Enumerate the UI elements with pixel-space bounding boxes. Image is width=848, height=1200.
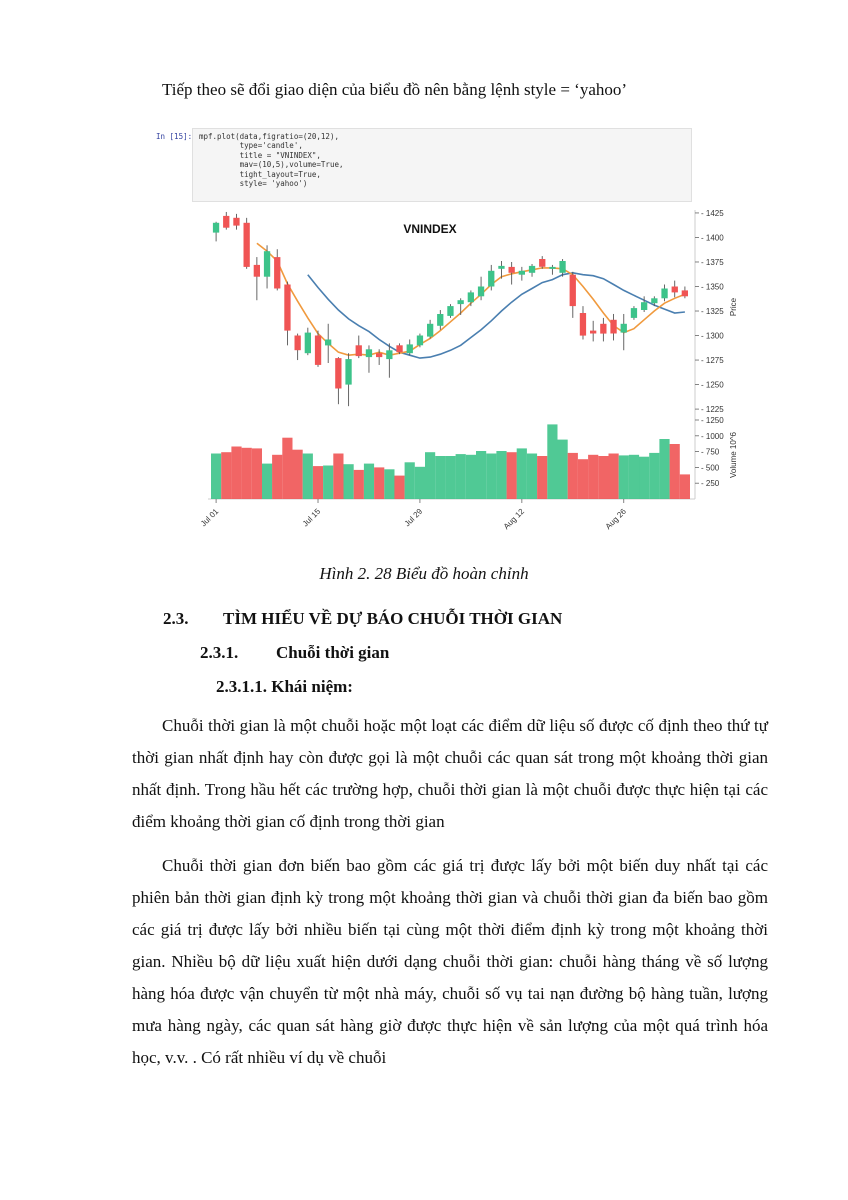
volume-bar xyxy=(629,455,639,499)
candle-body xyxy=(631,308,637,318)
volume-axis-label: Volume 10^6 xyxy=(729,431,738,479)
candle-body xyxy=(264,251,270,277)
price-tick-label: - 1425 xyxy=(701,208,724,218)
volume-tick-label: - 500 xyxy=(701,463,720,473)
candle-body xyxy=(539,259,545,267)
candle-body xyxy=(570,275,576,306)
volume-bars xyxy=(211,424,690,499)
candles xyxy=(213,212,688,406)
candle-body xyxy=(233,218,239,226)
subsection-number: 2.3.1. xyxy=(200,643,239,662)
candle-body xyxy=(468,292,474,302)
candle-body xyxy=(335,358,341,388)
candle-body xyxy=(356,345,362,356)
candle-body xyxy=(376,353,382,357)
volume-bar xyxy=(588,455,598,499)
volume-bar xyxy=(293,450,303,499)
volume-bar xyxy=(272,455,282,499)
candle-body xyxy=(315,336,321,365)
price-tick-label: - 1300 xyxy=(701,331,724,341)
volume-bar xyxy=(639,457,649,499)
volume-bar xyxy=(547,424,557,499)
candle-body xyxy=(672,287,678,293)
volume-bar xyxy=(486,454,496,500)
candle-body xyxy=(254,265,260,277)
code-input[interactable] xyxy=(192,128,692,202)
candle-body xyxy=(498,266,504,269)
volume-bar xyxy=(537,456,547,499)
candle-body xyxy=(284,285,290,331)
paragraph: Chuỗi thời gian đơn biến bao gồm các giá trị được lấy bởi một biến duy nhất tại các phiên bản thời gian định kỳ trong một khoảng thời gian và chuỗi thời gian đa biến bao gồm các giá trị được lấy bởi nhiều biến tại cùng một thời điểm định kỳ trong một khoảng thời gian. Nhiều bộ dữ liệu xuất hiện dưới dạng chuỗi thời gian: chuỗi hàng tháng về số lượng hàng hóa được vận chuyển từ một nhà máy, chuỗi số vụ tai nạn đường bộ hàng tuần, lượng mưa hàng ngày, các quan sát hàng giờ được thực hiện về sản lượng của một quá trình hóa học, v.v. . Có rất nhiều ví dụ về chuỗi xyxy=(132,856,768,1067)
volume-bar xyxy=(221,452,231,499)
price-tick-label: - 1400 xyxy=(701,233,724,243)
candle-body xyxy=(345,359,351,385)
candle-body xyxy=(509,267,515,273)
volume-bar xyxy=(415,467,425,499)
candle-body xyxy=(529,266,535,273)
volume-bar xyxy=(211,454,221,500)
candle-body xyxy=(621,324,627,333)
candle-body xyxy=(223,216,229,228)
candle-body xyxy=(305,333,311,354)
volume-tick-label: - 250 xyxy=(701,479,720,489)
price-tick-label: - 1375 xyxy=(701,257,724,267)
volume-bar xyxy=(425,452,435,499)
candle-body xyxy=(488,271,494,287)
subsection-heading xyxy=(200,643,389,663)
price-tick-label: - 1250 xyxy=(701,380,724,390)
intro-text: Tiếp theo sẽ đổi giao diện của biểu đồ nên bằng lệnh style = ‘yahoo’ xyxy=(162,80,628,99)
x-tick-label: Jul 15 xyxy=(300,506,323,529)
volume-bar xyxy=(374,467,384,499)
candle-body xyxy=(437,314,443,326)
volume-bar xyxy=(578,459,588,499)
volume-bar xyxy=(598,456,608,499)
volume-bar xyxy=(231,447,241,500)
candle-body xyxy=(274,257,280,288)
code-line: style= 'yahoo') xyxy=(199,179,308,189)
candle-body xyxy=(213,223,219,233)
volume-bar xyxy=(364,464,374,499)
volume-bar xyxy=(445,456,455,499)
volume-tick-label: - 1000 xyxy=(701,431,724,441)
subsection-title: Chuỗi thời gian xyxy=(276,643,390,662)
price-tick-label: - 1275 xyxy=(701,356,724,366)
volume-bar xyxy=(242,448,252,499)
volume-bar xyxy=(344,464,354,499)
volume-bar xyxy=(252,448,262,499)
volume-bar xyxy=(649,453,659,499)
price-axis-label: Price xyxy=(729,297,738,317)
volume-bar xyxy=(670,444,680,499)
candle-body xyxy=(427,324,433,337)
code-line: type='candle', xyxy=(199,141,303,151)
volume-bar xyxy=(619,455,629,499)
volume-bar xyxy=(558,440,568,499)
candle-body xyxy=(641,302,647,310)
volume-bar xyxy=(496,451,506,499)
x-tick-label: Jul 29 xyxy=(402,506,425,529)
candle-body xyxy=(682,290,688,296)
volume-bar xyxy=(507,452,517,499)
section-title: TÌM HIỂU VỀ DỰ BÁO CHUỖI THỜI GIAN xyxy=(223,609,563,628)
candle-body xyxy=(325,340,331,346)
candle-body xyxy=(396,345,402,352)
candle-body xyxy=(447,306,453,316)
candle-body xyxy=(478,287,484,297)
candle-body xyxy=(417,336,423,346)
volume-bar xyxy=(476,451,486,499)
volume-bar xyxy=(282,438,292,499)
candle-body xyxy=(407,344,413,353)
volume-bar xyxy=(609,454,619,500)
candlestick-chart xyxy=(190,202,750,552)
x-tick-label: Aug 26 xyxy=(603,506,628,532)
volume-bar xyxy=(435,456,445,499)
code-line: mav=(10,5),volume=True, xyxy=(199,160,344,170)
candle-body xyxy=(661,289,667,299)
volume-bar xyxy=(456,454,466,499)
volume-bar xyxy=(659,439,669,499)
mav10-line xyxy=(308,273,685,358)
code-line: title = "VNINDEX", xyxy=(199,150,321,160)
candle-body xyxy=(600,324,606,334)
subsubsection-heading: 2.3.1.1. Khái niệm: xyxy=(216,677,353,696)
candle-body xyxy=(366,349,372,357)
price-tick-label: - 1350 xyxy=(701,282,724,292)
code-line: tight_layout=True, xyxy=(199,169,321,179)
volume-bar xyxy=(466,455,476,499)
volume-tick-label: - 750 xyxy=(701,447,720,457)
volume-bar xyxy=(517,448,527,499)
candle-body xyxy=(519,271,525,275)
volume-bar xyxy=(262,464,272,499)
volume-bar xyxy=(680,474,690,499)
candle-body xyxy=(549,267,555,269)
price-tick-label: - 1225 xyxy=(701,405,724,415)
paragraph: Chuỗi thời gian là một chuỗi hoặc một loạt các điểm dữ liệu số được cố định theo thứ tự thời gian nhất định hay còn được gọi là một chuỗi các quan sát trong một khoảng thời gian nhất định. Trong hầu hết các trường hợp, chuỗi thời gian là một chuỗi được thực hiện tại các điểm khoảng thời gian cố định trong thời gian xyxy=(132,716,768,831)
candle-body xyxy=(386,350,392,359)
volume-tick-label: - 1250 xyxy=(701,416,724,425)
candle-body xyxy=(458,300,464,304)
candle-body xyxy=(244,223,250,267)
volume-bar xyxy=(384,469,394,499)
volume-bar xyxy=(313,466,323,499)
volume-bar xyxy=(405,462,415,499)
volume-bar xyxy=(394,476,404,499)
code-cell xyxy=(152,128,694,202)
section-number: 2.3. xyxy=(163,609,189,628)
volume-bar xyxy=(333,454,343,500)
volume-bar xyxy=(527,454,537,500)
volume-bar xyxy=(303,454,313,500)
candle-body xyxy=(610,320,616,334)
candle-body xyxy=(295,336,301,351)
price-tick-label: - 1325 xyxy=(701,307,724,317)
x-tick-label: Jul 01 xyxy=(198,506,221,529)
candle-body xyxy=(559,261,565,273)
chart-title: VNINDEX xyxy=(403,222,457,236)
section-heading xyxy=(163,609,562,629)
x-tick-label: Aug 12 xyxy=(501,506,527,532)
code-line: mpf.plot(data,figratio=(20,12), xyxy=(199,132,339,141)
volume-bar xyxy=(354,470,364,499)
volume-bar xyxy=(323,466,333,500)
candle-body xyxy=(590,331,596,334)
cell-prompt: In [15]: xyxy=(156,132,193,141)
candle-body xyxy=(651,298,657,303)
volume-bar xyxy=(568,453,578,499)
candle-body xyxy=(580,313,586,336)
figure-caption: Hình 2. 28 Biểu đồ hoàn chỉnh xyxy=(319,564,529,583)
